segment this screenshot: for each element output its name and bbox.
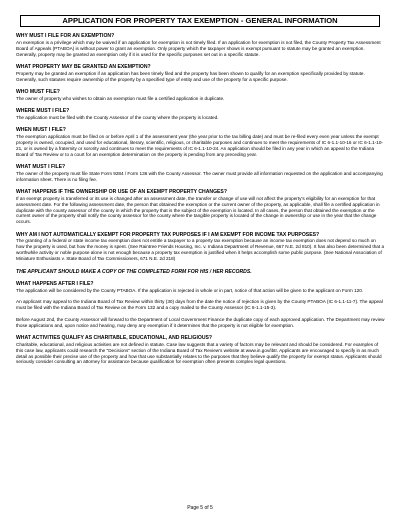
- section-heading: WHAT ACTIVITIES QUALIFY AS CHARITABLE, EDUCATIONAL, AND RELIGIOUS?: [16, 335, 213, 341]
- section-heading: WHERE MUST I FILE?: [16, 108, 70, 115]
- section-heading: WHO MUST FILE?: [16, 88, 60, 95]
- section-paragraph: The exemption application must be filed on or before April 1 of the assessment year (the year prior to the tax billing date) and must be re-filed every even year unless the exempt property is owned, occupied, and used for educational, literary, scientific, religious, or charitable purposes and continues to meet the requirements of IC 6-1.1-10-16 or IC 6-1.1-10-21, or is owned by a fraternity or sorority and continues to meet the requirements of IC 6-1.1-10-24. An application should be filed in any year in which an appeal to the Indiana Board of Tax Review or to a court for an exemption determination on the property is pending from any preceding year.: [16, 133, 383, 157]
- section-paragraph: Property may be granted an exemption if an application has been timely filed and the property has been shown to qualify for an exemption specifically provided by statute. Generally, such statutes require ownership of the property by a specified type of entity and use of the property for a specific purpose.: [16, 70, 365, 82]
- section-paragraph: The owner of the property must file State Form 9284 / Form 136 with the County Assessor. The owner must provide all information requested on the application and accompanying information sheet. There is no filing fee.: [16, 170, 383, 182]
- section-paragraph: Before August 2nd, the County Assessor will forward to the Department of Local Government Finance the duplicate copy of each approved application. The Department may review those applications and, upon notice and hearing, may deny any exemption if it determines that the property is not eligible for exemption.: [16, 316, 385, 328]
- section: [16, 64, 385, 83]
- section-paragraph: The owner of property who wishes to obtain an exemption must file a certified application in duplicate.: [16, 95, 225, 101]
- page-footer: Page 5 of 5: [187, 505, 213, 511]
- section-heading: WHAT PROPERTY MAY BE GRANTED AN EXEMPTION?: [16, 63, 151, 70]
- document-body: [16, 33, 385, 372]
- section-heading: WHAT HAPPENS IF THE OWNERSHIP OR USE OF AN EXEMPT PROPERTY CHANGES?: [16, 189, 227, 195]
- section-paragraph: If an exempt property is transferred or its use is changed after an assessment date, the transfer or change of use will not affect the property's eligibility for an exemption for that assessment date. For the following assessment date, the person that obtained the exemption or the current owner of the property, as applicable, shall file a certified application in duplicate with the county assessor of the county in which the property that is the subject of the exemption is located. In all cases, the person that obtained the exemption or the current owner of the property shall notify the county assessor for the county where the tangible property is located of the change in ownership or use in the year that the change occurs.: [16, 195, 380, 225]
- section-heading: WHY MUST I FILE FOR AN EXEMPTION?: [16, 33, 115, 39]
- section-paragraph: An exemption is a privilege which may be waived if an application for exemption is not timely filed. If an application for exemption is not filed, the County Property Tax Assessment Board of Appeals (PTABOA) is without power to grant an exemption. Only property which the taxpayer shows is exempt pursuant to statute may be granted an exemption. Generally, property may be granted an exemption only if it is used for the specific purposes set out in a specific statute.: [16, 39, 381, 57]
- section-paragraph: The application must be filed with the County Assessor of the county where the property is located.: [16, 114, 219, 120]
- section-heading: WHAT HAPPENS AFTER I FILE?: [16, 281, 94, 288]
- section: [16, 164, 385, 183]
- section-paragraph: The application will be considered by the County PTABOA. If the application is rejected in whole or in part, notice of that action will be given to the applicant on Form 120.: [16, 287, 364, 293]
- section-heading: WHAT MUST I FILE?: [16, 163, 66, 170]
- section-heading: WHEN MUST I FILE?: [16, 127, 66, 134]
- section-heading: WHY AM I NOT AUTOMATICALLY EXEMPT FOR PROPERTY TAX PURPOSES IF I AM EXEMPT FOR INCOME TAX PURPOSES?: [16, 231, 320, 238]
- section: [16, 33, 385, 57]
- section: [16, 232, 385, 262]
- section: [16, 108, 385, 121]
- section: [16, 127, 385, 157]
- document-title: APPLICATION FOR PROPERTY TAX EXEMPTION - GENERAL INFORMATION: [20, 15, 380, 27]
- section: [16, 189, 385, 225]
- section-paragraph: Charitable, educational, and religious activities are not defined in statute. Case law suggests that a variety of factors may be relevant and should be considered. For examples of this case law, applicants could research the "Decisions" section of the Indiana Board of Tax Review's website at www.in.gov/ibtr. Applicants are encouraged to specify in as much detail as possible their precise use of the property and how that use substantially relates to the purposes that they believe qualify the property for exempt status. Applicants should seriously consider consulting an attorney for assistance because qualification for exemption often presents complex legal questions.: [16, 341, 382, 365]
- section-paragraph: An applicant may appeal to the Indiana Board of Tax Review within thirty (30) days from the date the notice of rejection is given by the County PTABOA (IC 6-1.1-11-7). The appeal must be filed with the Indiana Board of Tax Review on the Form 132 and a copy mailed to the County Assessor (IC 6-1.1-15-3).: [16, 299, 383, 311]
- section: [16, 335, 385, 365]
- notice-text: THE APPLICANT SHOULD MAKE A COPY OF THE COMPLETED FORM FOR HIS / HER RECORDS.: [16, 268, 252, 275]
- section-paragraph: The granting of a federal or state income tax exemption does not entitle a taxpayer to a property tax exemption because an income tax exemption does not depend so much on how the property is used, but how the money is spent. (See Raintree Friends Housing, Inc. v. Indiana Department of Revenue, 667 N.E. 2d 810). It has also been determined that a worthwhile activity or noble purpose alone is not enough because a property tax exemption is justified when it helps accomplish some public purpose. (See National Association of Miniature Enthusiasts v. State Board of Tax Commissioners, 671 N.E. 2d 218): [16, 238, 385, 262]
- section: [16, 281, 385, 328]
- section: [16, 89, 385, 102]
